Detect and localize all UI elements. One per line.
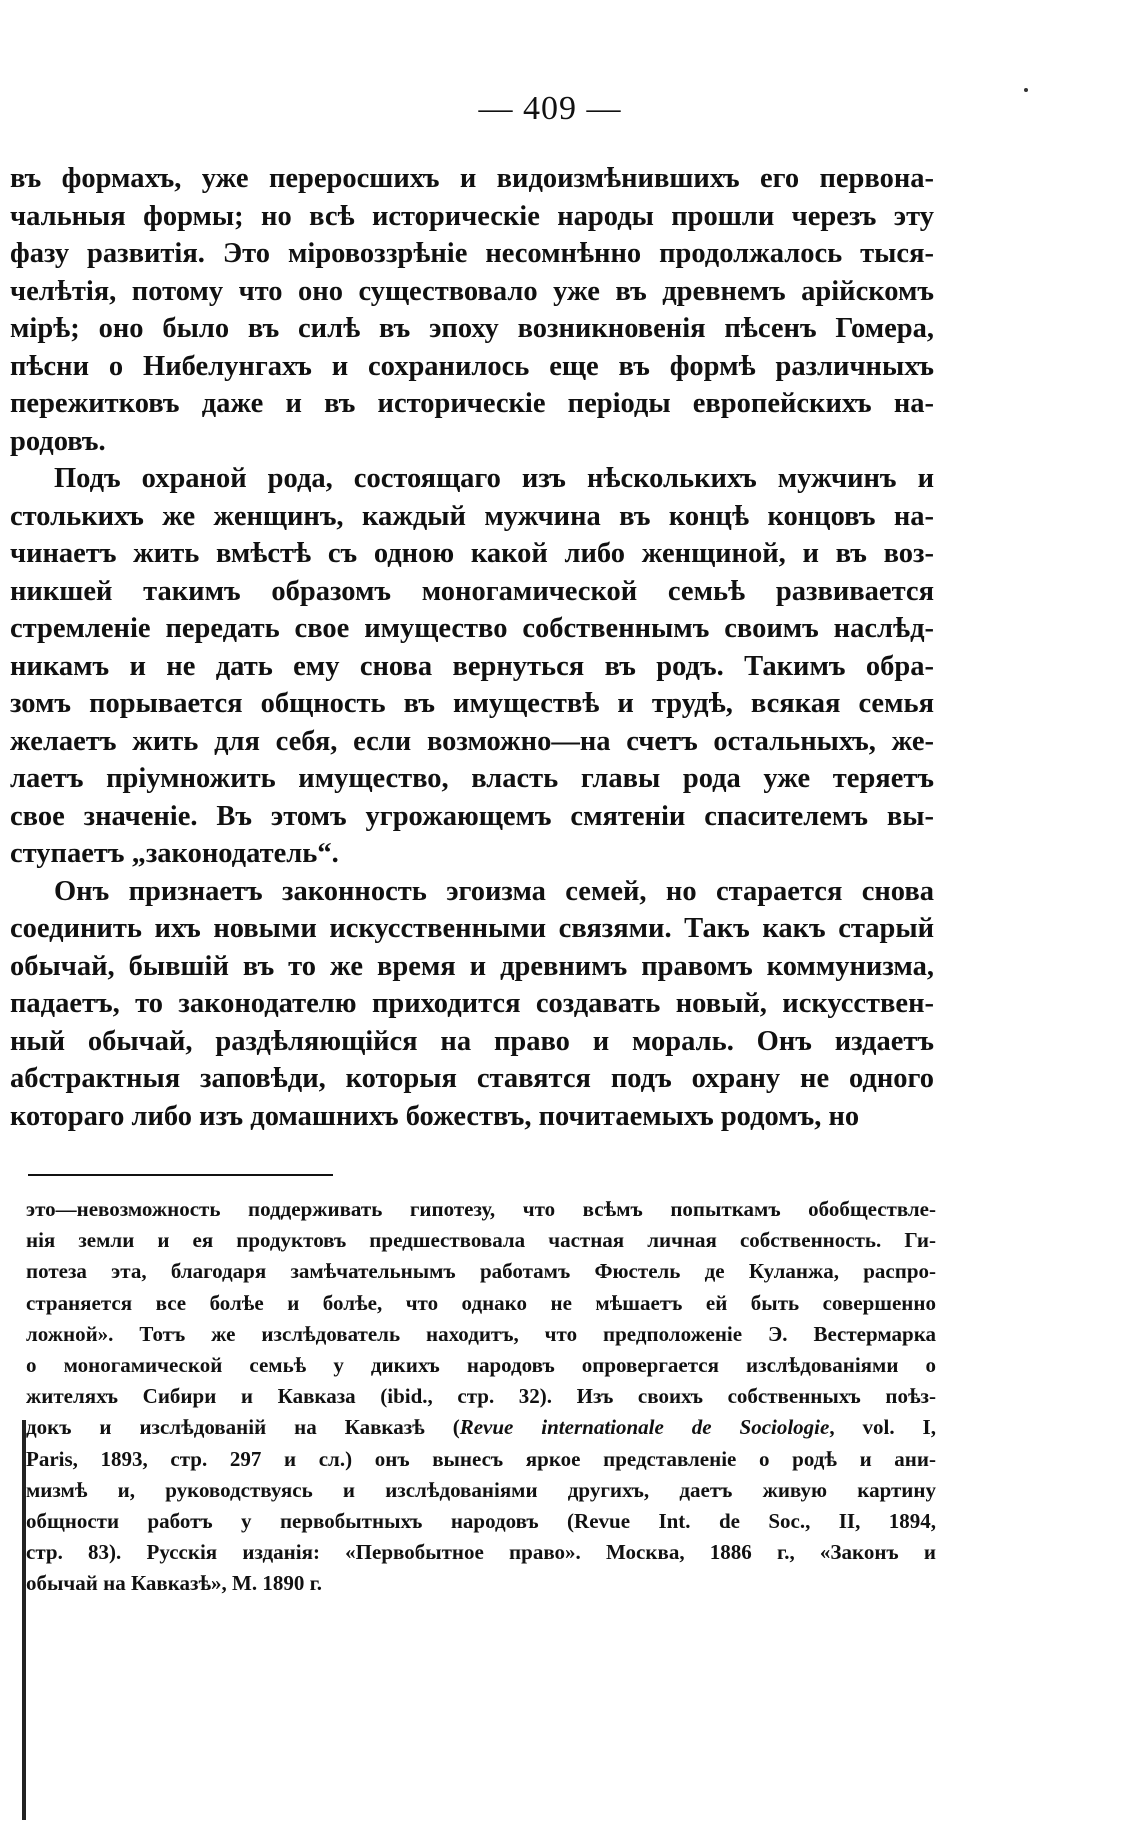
text-line: пѣсни о Нибелунгахъ и сохранилось еще въ формѣ различныхъ [10,350,934,382]
footnote [26,1194,936,1600]
footnote-line: страняется все болѣе и болѣе, что однако не мѣшаетъ ей быть совершенно [26,1290,936,1315]
scan-speck [1024,88,1028,92]
footnote-line: докъ и изслѣдованій на Кавказѣ (Revue internationale de Sociologie, vol. I, [26,1415,936,1440]
text-line: свое значеніе. Въ этомъ угрожающемъ смятеніи спасителемъ вы- [10,800,934,832]
paragraph [10,873,934,1136]
text-line: желаетъ жить для себя, если возможно—на счетъ остальныхъ, же- [10,725,934,757]
text-line: въ формахъ, уже переросшихъ и видоизмѣнившихъ его первона- [10,163,934,194]
footnote-line: Paris, 1893, стр. 297 и сл.) онъ вынесъ яркое представленіе о родѣ и ани- [26,1446,936,1471]
text-line: Подъ охраной рода, состоящаго изъ нѣсколькихъ мужчинъ и [54,463,934,494]
text-line: Онъ признаетъ законность эгоизма семей, но старается снова [54,875,934,907]
footnote-line: потеза эта, благодаря замѣчательнымъ работамъ Фюстель де Куланжа, распро- [26,1259,936,1284]
text-line: зомъ порывается общность въ имуществѣ и трудѣ, всякая семья [10,688,934,719]
footnote-line: обычай на Кавказѣ», М. 1890 г. [26,1571,323,1596]
text-line: мірѣ; оно было въ силѣ въ эпоху возникновенія пѣсенъ Гомера, [10,313,934,344]
text-line: чальныя формы; но всѣ историческіе народы прошли черезъ эту [10,200,934,232]
footnote-line: о моногамической семьѣ у дикихъ народовъ опровергается изслѣдованіями о [26,1353,936,1378]
footnote-line: общности работъ у первобытныхъ народовъ (Revue Int. de Soc., II, 1894, [26,1509,936,1534]
text-line: никамъ и не дать ему снова вернуться въ родъ. Такимъ обра- [10,650,934,682]
text-line: падаетъ, то законодателю приходится создавать новый, искусствен- [10,988,934,1019]
text-line: соединить ихъ новыми искусственными связями. Такъ какъ старый [10,913,934,944]
text-line: котораго либо изъ домашнихъ божествъ, почитаемыхъ родомъ, но [10,1100,860,1132]
footnote-line: нія земли и ея продуктовъ предшествовала частная личная собственность. Ги- [26,1228,936,1253]
footnote-divider [28,1174,333,1176]
paragraph [10,160,934,460]
text-line: фазу развитія. Это міровоззрѣніе несомнѣнно продолжалось тыся- [10,238,934,269]
text-line: ступаетъ „законодатель“. [10,838,339,869]
paragraph [10,460,934,873]
page-number: — 409 — [478,90,622,127]
text-line: стремленіе передать свое имущество собственнымъ своимъ наслѣд- [10,613,934,644]
footnote-line: жителяхъ Сибири и Кавказа (ibid., стр. 32). Изъ своихъ собственныхъ поѣз- [26,1384,936,1409]
text-line: лаетъ пріумножить имущество, власть главы рода уже теряетъ [10,763,934,794]
text-line: ный обычай, раздѣляющійся на право и мораль. Онъ издаетъ [10,1025,934,1057]
scan-edge-mark [22,1420,26,1820]
footnote-line: стр. 83). Русскія изданія: «Первобытное право». Москва, 1886 г., «Законъ и [26,1540,936,1565]
footnote-line: мизмѣ и, руководствуясь и изслѣдованіями другихъ, даетъ живую картину [26,1477,936,1502]
text-line: чинаетъ жить вмѣстѣ съ одною какой либо женщиной, и въ воз- [10,538,934,569]
footnote-line: это—невозможность поддерживать гипотезу, что всѣмъ попыткамъ обобществле- [26,1197,936,1221]
text-line: пережитковъ даже и въ историческіе періоды европейскихъ на- [10,388,934,419]
footnote-line: ложной». Тотъ же изслѣдователь находитъ, что предположеніе Э. Вестермарка [26,1321,936,1346]
text-line: родовъ. [10,425,106,457]
text-line: никшей такимъ образомъ моногамической семьѣ развивается [10,575,934,607]
text-line: столькихъ же женщинъ, каждый мужчина въ концѣ концовъ на- [10,500,934,532]
text-line: абстрактныя заповѣди, которыя ставятся подъ охрану не одного [10,1063,934,1094]
text-line: обычай, бывшій въ то же время и древнимъ правомъ коммунизма, [10,950,934,982]
main-text [10,160,934,1135]
text-line: челѣтія, потому что оно существовало уже въ древнемъ арійскомъ [10,275,934,307]
